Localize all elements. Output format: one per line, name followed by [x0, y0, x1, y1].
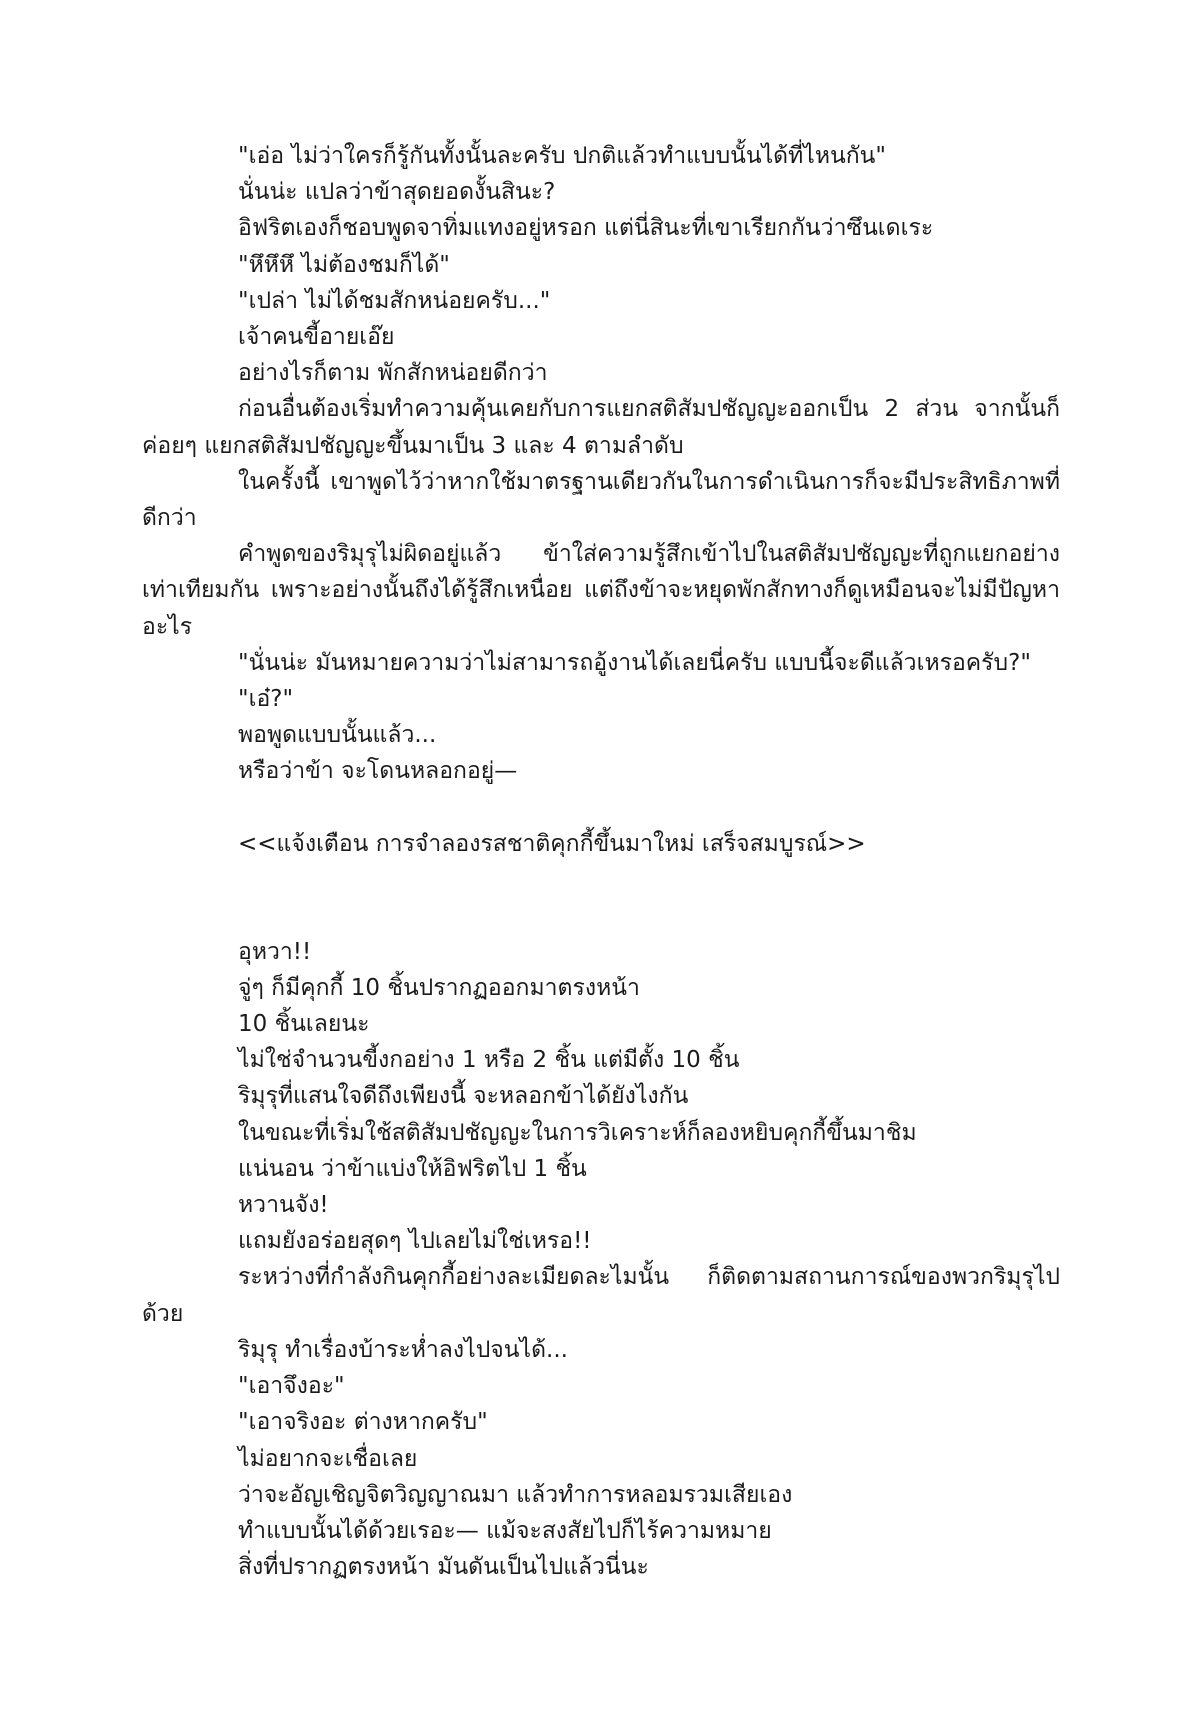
- paragraph: แน่นอน ว่าข้าแบ่งให้อิฟริตไป 1 ชิ้น: [238, 1155, 587, 1182]
- paragraph: สิ่งที่ปรากฏตรงหน้า มันดันเป็นไปแล้วนี่นะ: [238, 1554, 649, 1581]
- paragraph: เจ้าคนขี้อายเอ๊ย: [238, 324, 395, 351]
- paragraph: หรือว่าข้า จะโดนหลอกอยู่—: [238, 758, 518, 785]
- paragraph: จู่ๆ ก็มีคุกกี้ 10 ชิ้นปรากฏออกมาตรงหน้า: [238, 974, 640, 1001]
- paragraph: อุหวา!!: [238, 938, 312, 965]
- paragraph: "เอ่อ ไม่ว่าใครก็รู้กันทั้งนั้นละครับ ปกติแล้วทำแบบนั้นได้ที่ไหนกัน": [238, 143, 886, 169]
- blank-line: [142, 898, 1060, 934]
- paragraph: อิฟริตเองก็ชอบพูดจาทิ่มแทงอยู่หรอก แต่นี่สินะที่เขาเรียกกันว่าซึนเดเระ: [238, 215, 934, 242]
- paragraph: ทำแบบนั้นได้ด้วยเรอะ— แม้จะสงสัยไปก็ไร้ความหมาย: [238, 1517, 772, 1544]
- paragraph: ว่าจะอัญเชิญจิตวิญญาณมา แล้วทำการหลอมรวมเสียเอง: [238, 1481, 793, 1508]
- system-notice: <<แจ้งเตือน การจำลองรสชาติคุกกี้ขึ้นมาใหม่ เสร็จสมบูรณ์>>: [238, 830, 866, 857]
- paragraph: "เอาจริงอะ ต่างหากครับ": [238, 1409, 488, 1436]
- paragraph: "หึหึหึ ไม่ต้องชมก็ได้": [238, 251, 450, 278]
- paragraph: 10 ชิ้นเลยนะ: [238, 1011, 370, 1038]
- paragraph: แถมยังอร่อยสุดๆ ไปเลยไม่ใช่เหรอ!!: [238, 1228, 592, 1255]
- paragraph: ไม่อยากจะเชื่อเลย: [238, 1445, 418, 1472]
- paragraph: "เอ๋?": [238, 686, 294, 713]
- paragraph: "เอาจึงอะ": [238, 1373, 345, 1400]
- paragraph: พอพูดแบบนั้นแล้ว...: [238, 722, 437, 749]
- paragraph: ในขณะที่เริ่มใช้สติสัมปชัญญะในการวิเคราะห์ก็ลองหยิบคุกกี้ขึ้นมาชิม: [238, 1119, 917, 1146]
- blank-line: [142, 790, 1060, 826]
- paragraph: ไม่ใช่จำนวนขี้งกอย่าง 1 หรือ 2 ชิ้น แต่มีตั้ง 10 ชิ้น: [238, 1047, 740, 1074]
- paragraph: "นั่นน่ะ มันหมายความว่าไม่สามารถอู้งานได้เลยนี่ครับ แบบนี้จะดีแล้วเหรอครับ?": [238, 649, 1031, 676]
- paragraph: ในครั้งนี้ เขาพูดไว้ว่าหากใช้มาตรฐานเดียวกันในการดำเนินการก็จะมีประสิทธิภาพที่ดีกว่า: [142, 468, 1060, 532]
- paragraph: ก่อนอื่นต้องเริ่มทำความคุ้นเคยกับการแยกสติสัมปชัญญะออกเป็น 2 ส่วน จากนั้นก็ค่อยๆ แยกสติสัมปชัญญะขึ้นมาเป็น 3 และ 4 ตามลำดับ: [142, 396, 1060, 459]
- blank-line: [142, 862, 1060, 898]
- paragraph: ริมุรุที่แสนใจดีถึงเพียงนี้ จะหลอกข้าได้ยังไงกัน: [238, 1083, 689, 1110]
- paragraph: คำพูดของริมุรุไม่ผิดอยู่แล้ว ข้าใส่ความรู้สึกเข้าไปในสติสัมปชัญญะที่ถูกแยกอย่างเท่าเทียมกัน เพราะอย่างนั้นถึงได้รู้สึกเหนื่อย แต่ถึงข้าจะหยุดพักสักทางก็ดูเหมือนจะไม่มีปัญหาอะไร: [142, 541, 1060, 640]
- paragraph: นั่นน่ะ แปลว่าข้าสุดยอดงั้นสินะ?: [238, 179, 556, 206]
- paragraph: อย่างไรก็ตาม พักสักหน่อยดีกว่า: [238, 360, 548, 387]
- paragraph: ริมุรุ ทำเรื่องบ้าระห่ำลงไปจนได้...: [238, 1336, 568, 1363]
- paragraph: ระหว่างที่กำลังกินคุกกี้อย่างละเมียดละไมนั้น ก็ติดตามสถานการณ์ของพวกริมุรุไปด้วย: [142, 1264, 1060, 1327]
- paragraph: "เปล่า ไม่ได้ชมสักหน่อยครับ...": [238, 287, 551, 314]
- paragraph: หวานจัง!: [238, 1192, 329, 1219]
